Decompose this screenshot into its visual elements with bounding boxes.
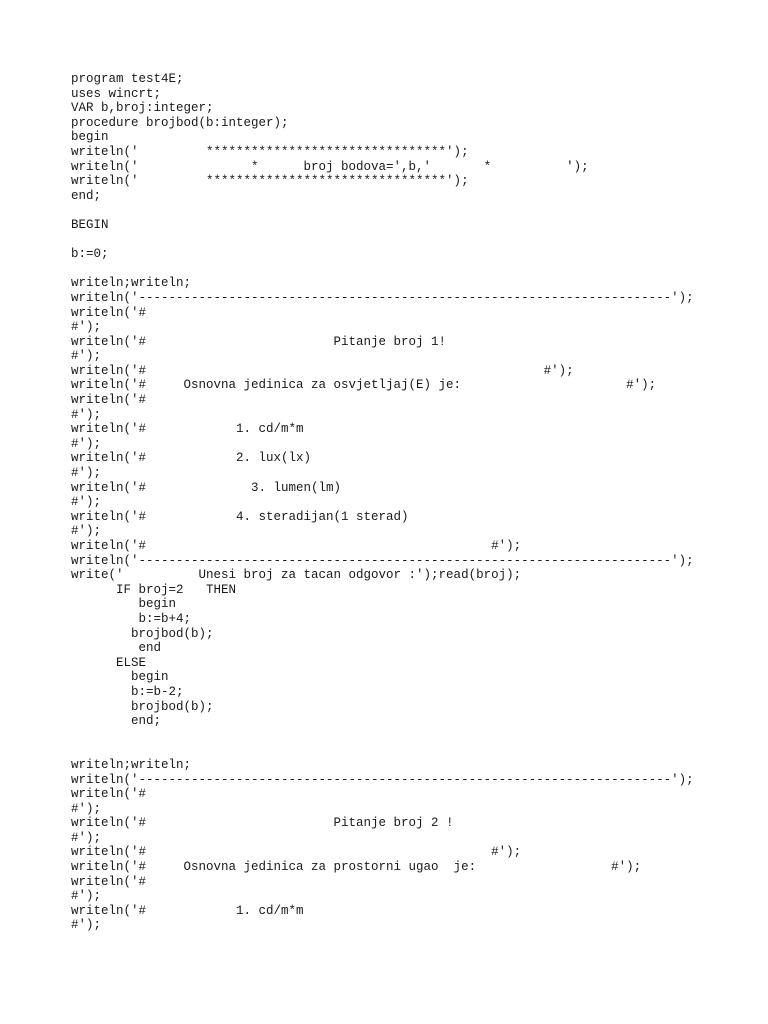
code-line: writeln('# 1. cd/m*m xyxy=(71,903,304,918)
code-line: writeln('# xyxy=(71,787,147,802)
code-line: writeln('# 4. steradijan(1 sterad) xyxy=(71,509,409,524)
code-line: #'); xyxy=(71,801,102,816)
code-line: uses wincrt; xyxy=(71,86,162,101)
code-line: writeln('# Osnovna jedinica za osvjetljaj(E) je: #'); xyxy=(71,378,657,393)
code-line: begin xyxy=(71,130,109,145)
code-line: begin xyxy=(71,670,169,685)
code-line: writeln('# #'); xyxy=(71,539,522,553)
code-line: #'); xyxy=(71,436,102,451)
code-line xyxy=(71,233,694,248)
code-line xyxy=(71,203,694,218)
code-line xyxy=(71,729,694,744)
code-line: writeln('-----------------------------------------------------------------------'); xyxy=(71,290,694,305)
code-line: writeln(' ********************************'); xyxy=(71,174,469,189)
code-line: writeln('# Osnovna jedinica za prostorni ugao je: #'); xyxy=(71,860,642,875)
code-line: writeln('# Pitanje broj 1! xyxy=(71,334,447,349)
code-line: brojbod(b); xyxy=(71,626,214,641)
code-line: write(' Unesi broj za tacan odgovor :');read(broj); xyxy=(71,568,522,583)
code-line: #'); xyxy=(71,495,102,510)
code-line xyxy=(71,743,694,758)
code-line: writeln('# xyxy=(71,874,147,889)
code-line: program test4E; xyxy=(71,72,184,86)
code-line: b:=b+4; xyxy=(71,611,192,626)
code-line: ELSE xyxy=(71,655,147,670)
code-line: #'); xyxy=(71,407,102,422)
code-line: writeln;writeln; xyxy=(71,757,192,772)
code-line: writeln('# 3. lumen(lm) xyxy=(71,480,342,495)
code-line: #'); xyxy=(71,918,102,933)
code-line: writeln('# 1. cd/m*m xyxy=(71,422,304,437)
code-line: procedure brojbod(b:integer); xyxy=(71,115,289,130)
code-line: writeln(' ********************************'); xyxy=(71,144,469,159)
code-line: writeln('# xyxy=(71,305,147,320)
code-line: writeln(' * broj bodova=',b,' * '); xyxy=(71,159,589,174)
code-line: b:=b-2; xyxy=(71,684,184,699)
code-line: end xyxy=(71,641,162,656)
code-line: writeln('# Pitanje broj 2 ! xyxy=(71,816,454,831)
code-line: writeln('-----------------------------------------------------------------------'); xyxy=(71,772,694,787)
code-line: begin xyxy=(71,597,177,612)
code-line: writeln('-----------------------------------------------------------------------'); xyxy=(71,553,694,568)
code-line: #'); xyxy=(71,320,102,335)
code-line: BEGIN xyxy=(71,217,109,232)
code-line: writeln('# #'); xyxy=(71,363,574,378)
code-line: end; xyxy=(71,188,102,203)
code-line: #'); xyxy=(71,889,102,904)
source-code-listing xyxy=(71,72,694,933)
code-line xyxy=(71,262,694,277)
code-line: brojbod(b); xyxy=(71,699,214,714)
code-line: IF broj=2 THEN xyxy=(71,582,237,597)
code-line: writeln('# #'); xyxy=(71,845,522,860)
code-line: writeln;writeln; xyxy=(71,276,192,291)
code-line: b:=0; xyxy=(71,247,109,262)
code-line: #'); xyxy=(71,524,102,539)
code-line: end; xyxy=(71,714,162,729)
code-line: writeln('# xyxy=(71,393,147,408)
code-line: writeln('# 2. lux(lx) xyxy=(71,451,312,466)
code-line: VAR b,broj:integer; xyxy=(71,101,214,116)
code-line: #'); xyxy=(71,349,102,364)
code-line: #'); xyxy=(71,466,102,481)
code-line: #'); xyxy=(71,830,102,845)
